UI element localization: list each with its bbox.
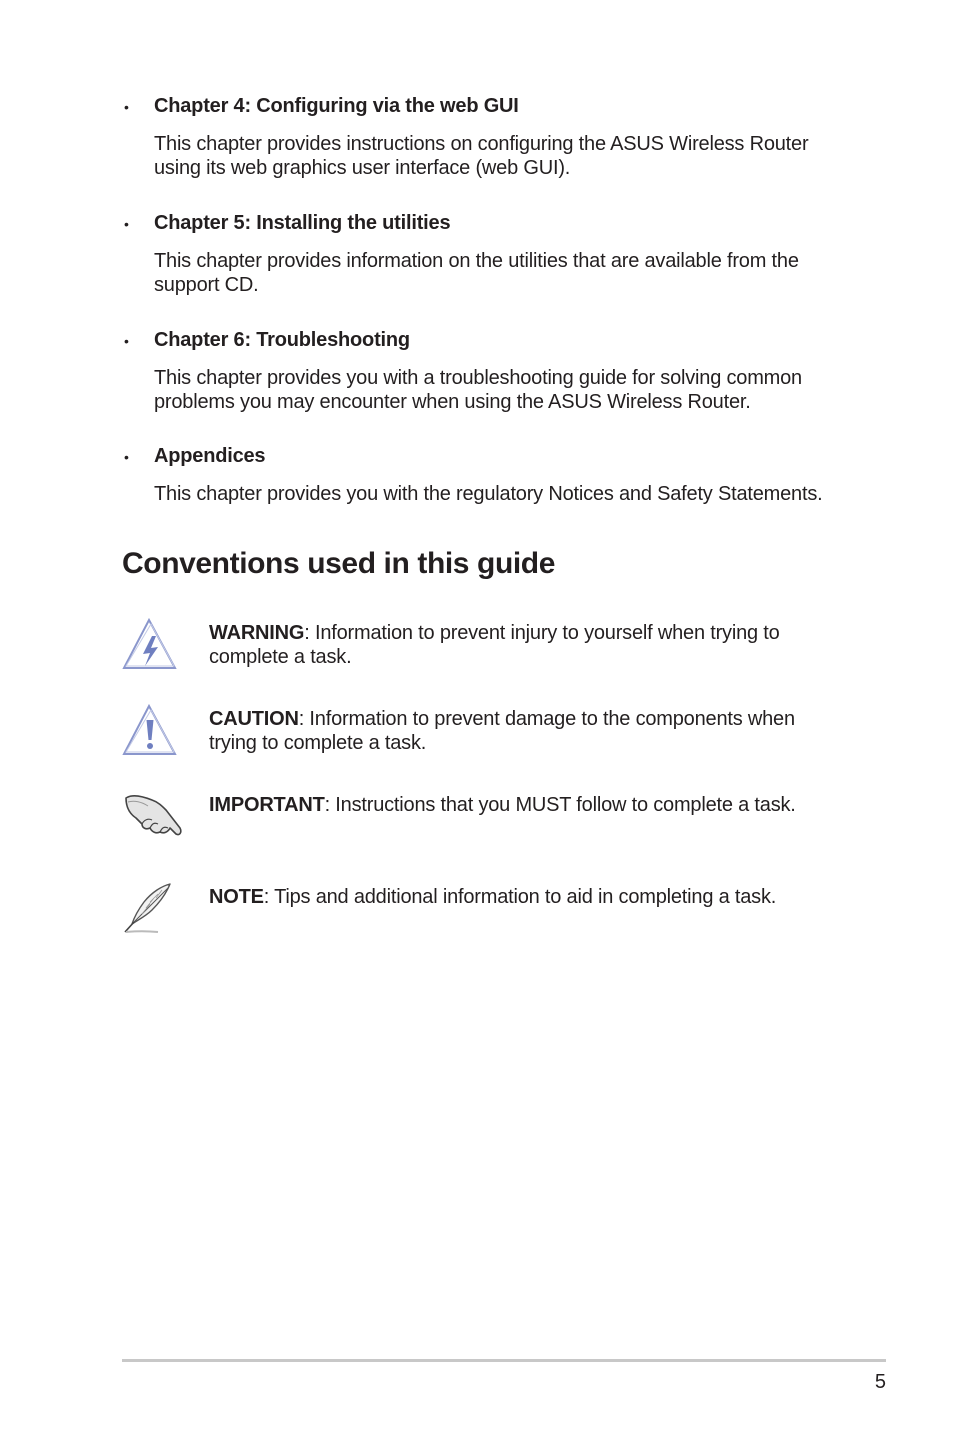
convention-label: NOTE [209, 886, 264, 908]
note-convention [209, 885, 839, 909]
convention-label: CAUTION [209, 708, 299, 730]
chapter-description: This chapter provides you with the regulatory Notices and Safety Statements. [154, 483, 823, 505]
chapter-description: This chapter provides information on the utilities that are available from the support CD. [154, 250, 799, 296]
convention-text: : Information to prevent injury to yourself when trying to complete a task. [209, 622, 780, 668]
convention-label: IMPORTANT [209, 794, 325, 816]
caution-exclamation-icon [122, 702, 184, 758]
chapter-description: This chapter provides you with a troubleshooting guide for solving common problems you may encounter when using the ASUS Wireless Router. [154, 367, 802, 413]
note-quill-icon [122, 880, 184, 936]
convention-text: : Tips and additional information to aid in completing a task. [263, 886, 777, 908]
chapter-title: Chapter 4: Configuring via the web GUI [154, 95, 519, 117]
section-heading: Conventions used in this guide [122, 547, 556, 580]
chapter-title: Appendices [154, 445, 266, 467]
caution-convention [209, 707, 839, 755]
convention-text: : Information to prevent damage to the components when trying to complete a task. [209, 708, 795, 754]
chapter-description: This chapter provides instructions on configuring the ASUS Wireless Router using its web graphics user interface (web GUI). [154, 133, 809, 179]
chapter-title: Chapter 5: Installing the utilities [154, 212, 451, 234]
convention-text: : Instructions that you MUST follow to complete a task. [324, 794, 796, 816]
bullet: • [124, 99, 129, 115]
warning-convention [209, 621, 839, 669]
bullet: • [124, 216, 129, 232]
convention-label: WARNING [209, 622, 305, 644]
bullet: • [124, 333, 129, 349]
chapter-title: Chapter 6: Troubleshooting [154, 329, 410, 351]
page-number: 5 [874, 1371, 886, 1393]
bullet: • [124, 449, 129, 465]
footer-divider [122, 1359, 886, 1362]
important-convention [209, 793, 839, 817]
important-hand-icon [122, 788, 184, 844]
warning-lightning-icon [122, 616, 184, 672]
